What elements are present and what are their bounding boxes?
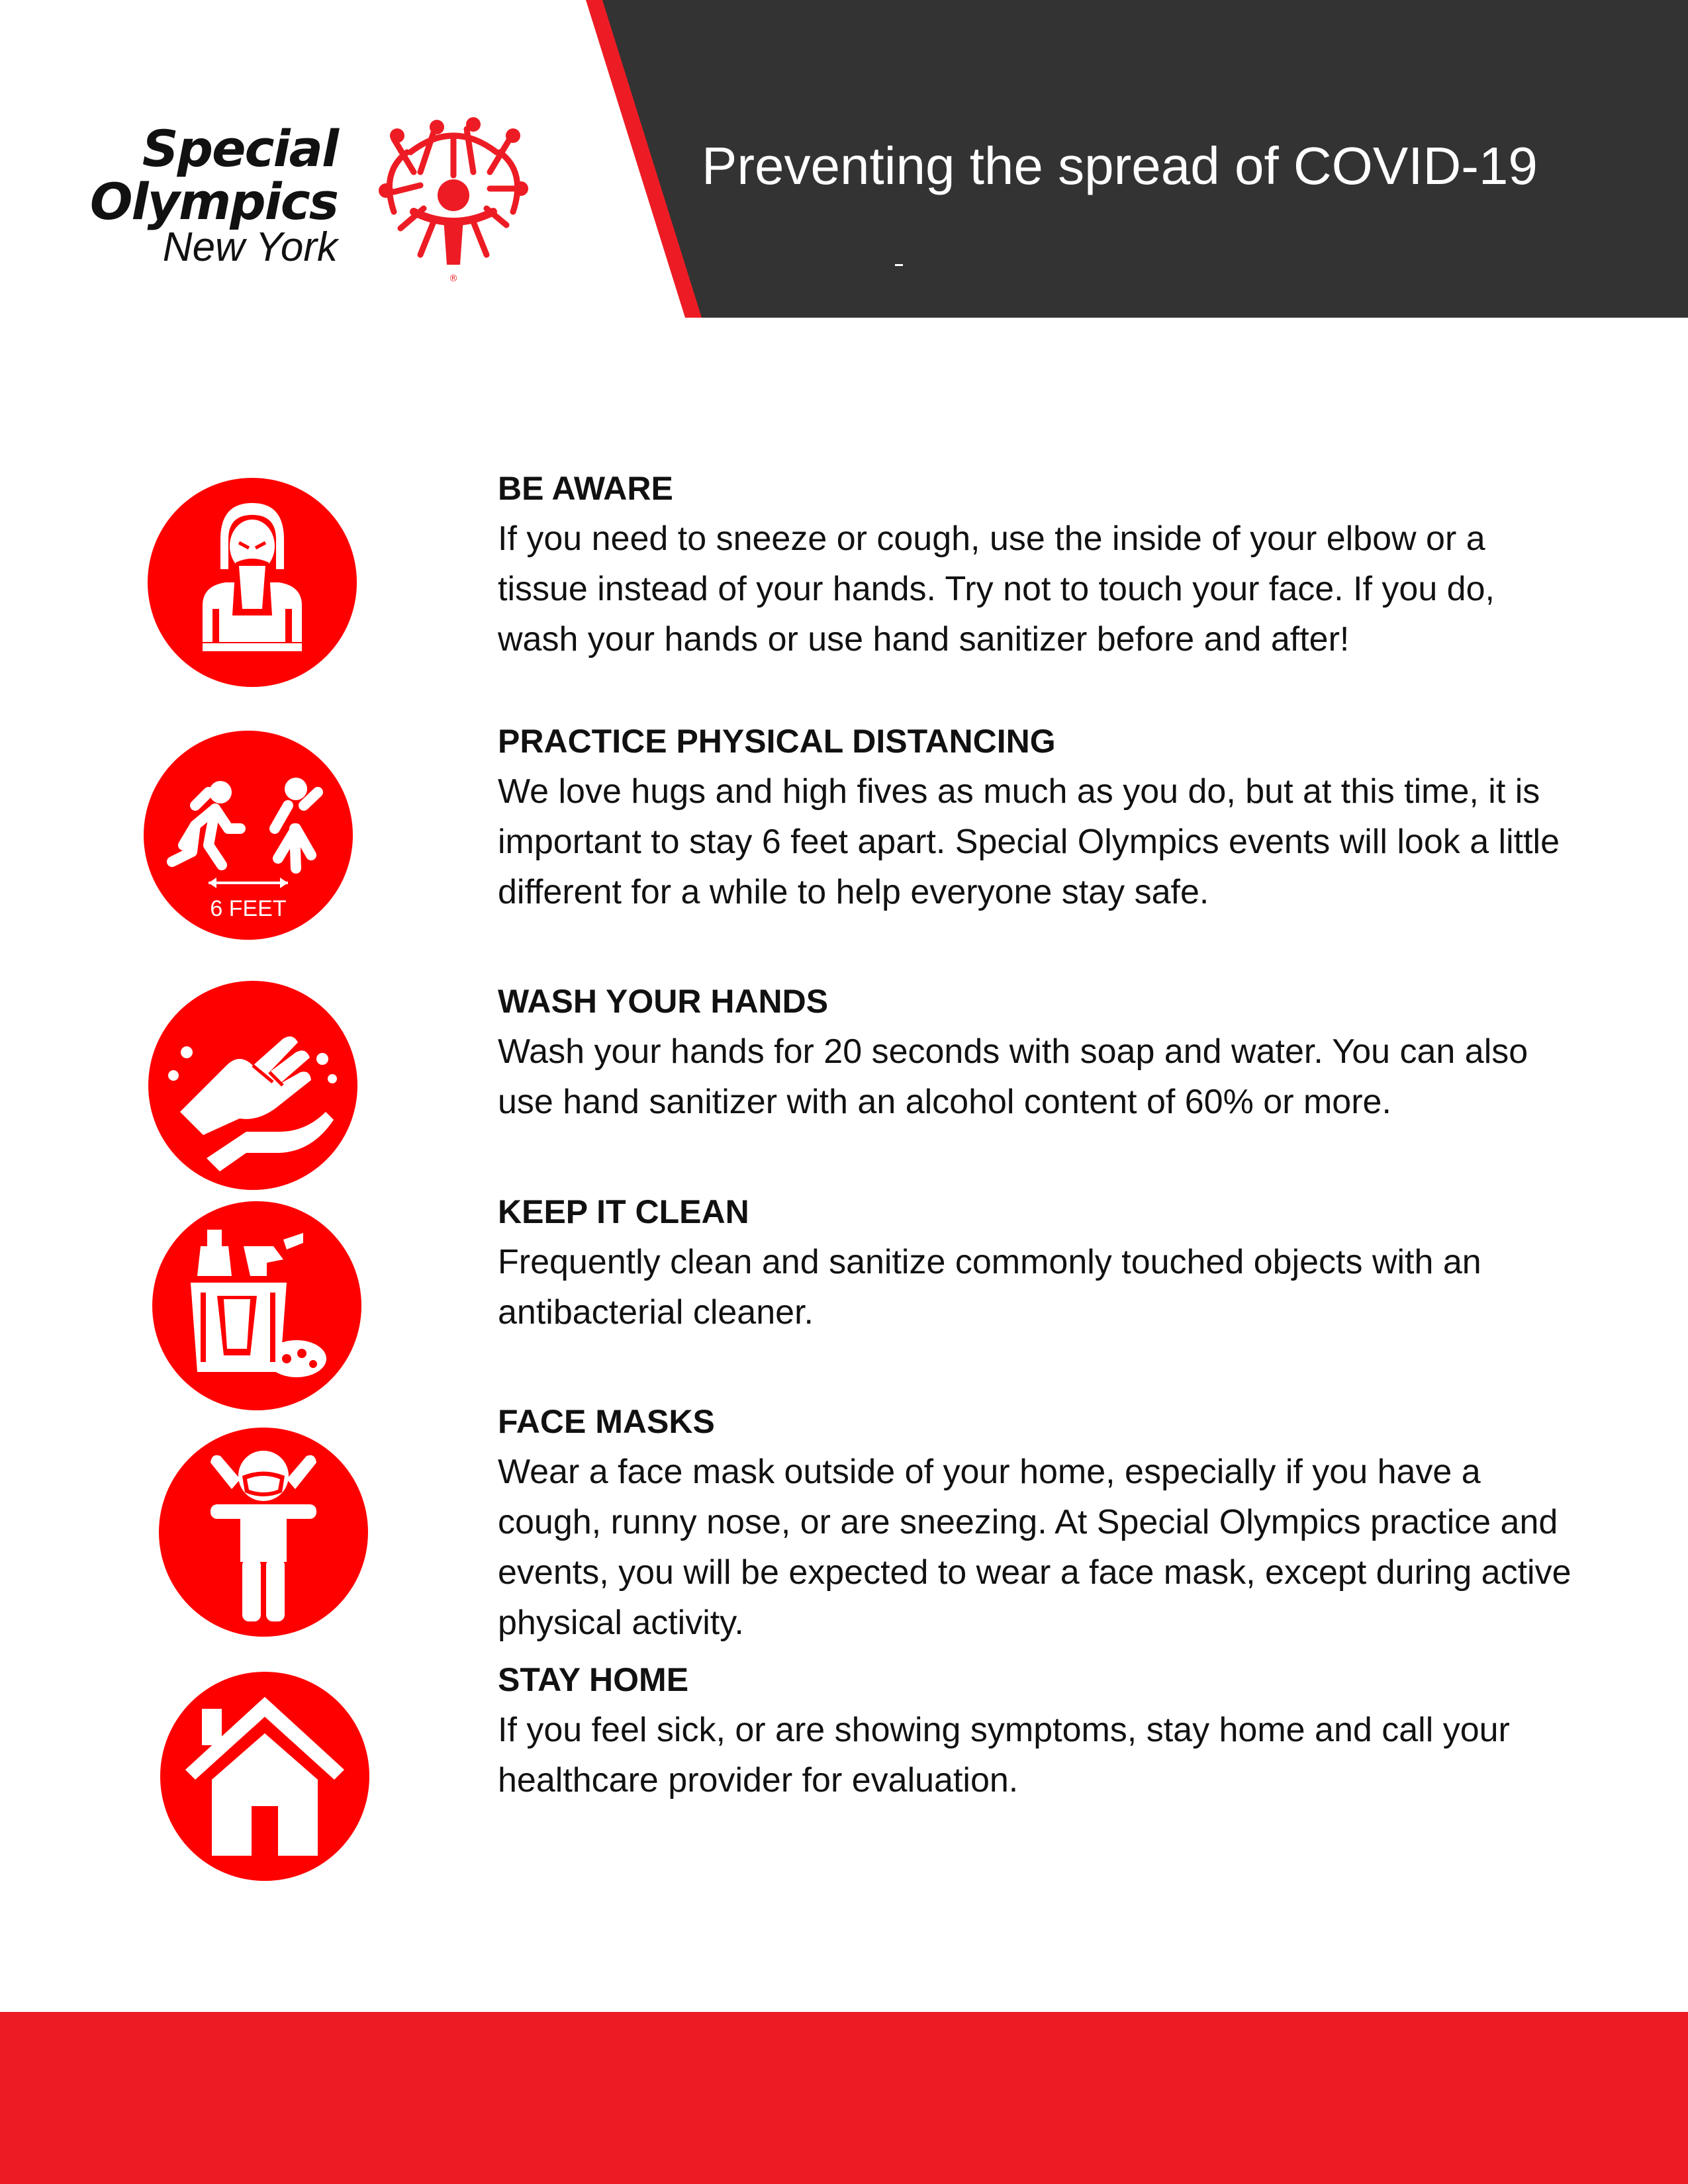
- face-mask-person-icon: [158, 1426, 369, 1638]
- section-title: FACE MASKS: [498, 1403, 715, 1440]
- section-title: WASH YOUR HANDS: [498, 983, 829, 1020]
- section-text: [498, 463, 1583, 664]
- page-title: Preventing the spread of COVID-19: [702, 136, 1538, 195]
- sneezing-person-icon: [146, 477, 358, 688]
- house-icon: [159, 1670, 371, 1882]
- section-title: BE AWARE: [498, 470, 673, 507]
- section-body: If you feel sick, or are showing symptoms, stay home and call your healthcare provider for evaluation.: [498, 1711, 1510, 1799]
- section-body: Frequently clean and sanitize commonly touched objects with an antibacterial cleaner.: [498, 1243, 1481, 1332]
- section-title: STAY HOME: [498, 1661, 689, 1698]
- logo-word-olympics: Olympics: [89, 172, 338, 231]
- section-text: [498, 1396, 1583, 1648]
- hand-washing-icon: [147, 979, 359, 1191]
- registered-mark: ®: [449, 273, 458, 284]
- section-text: [498, 1187, 1583, 1338]
- section-title: KEEP IT CLEAN: [498, 1193, 749, 1230]
- logo-word-new-york: New York: [162, 224, 338, 270]
- section-text: [498, 716, 1583, 917]
- physical-distancing-icon: [142, 729, 354, 941]
- footer-bar: [0, 2012, 1688, 2184]
- section-body: Wash your hands for 20 seconds with soap and water. You can also use hand sanitizer with an alcohol content of 60% or more.: [498, 1032, 1528, 1121]
- six-feet-label: 6 FEET: [210, 896, 287, 921]
- section-body: If you need to sneeze or cough, use the inside of your elbow or a tissue instead of your hands. Try not to touch your face. If you do, wash your hands or use hand sanitizer before and after!: [498, 520, 1495, 659]
- cleaning-supplies-icon: [151, 1200, 363, 1412]
- section-title: PRACTICE PHYSICAL DISTANCING: [498, 723, 1056, 760]
- logo-word-special: Special: [142, 119, 338, 178]
- special-olympics-emblem-icon: [367, 113, 539, 285]
- section-body: Wear a face mask outside of your home, especially if you have a cough, runny nose, or are sneezing. At Special Olympics practice and events, you will be expected to wear a face mask, except during active physical activity.: [498, 1453, 1571, 1642]
- section-text: [498, 976, 1583, 1127]
- organization-logo: [66, 113, 569, 291]
- section-text: [498, 1655, 1583, 1805]
- section-body: We love hugs and high fives as much as you do, but at this time, it is important to stay 6 feet apart. Special Olympics events will look a little different for a while to help everyone stay safe.: [498, 772, 1560, 911]
